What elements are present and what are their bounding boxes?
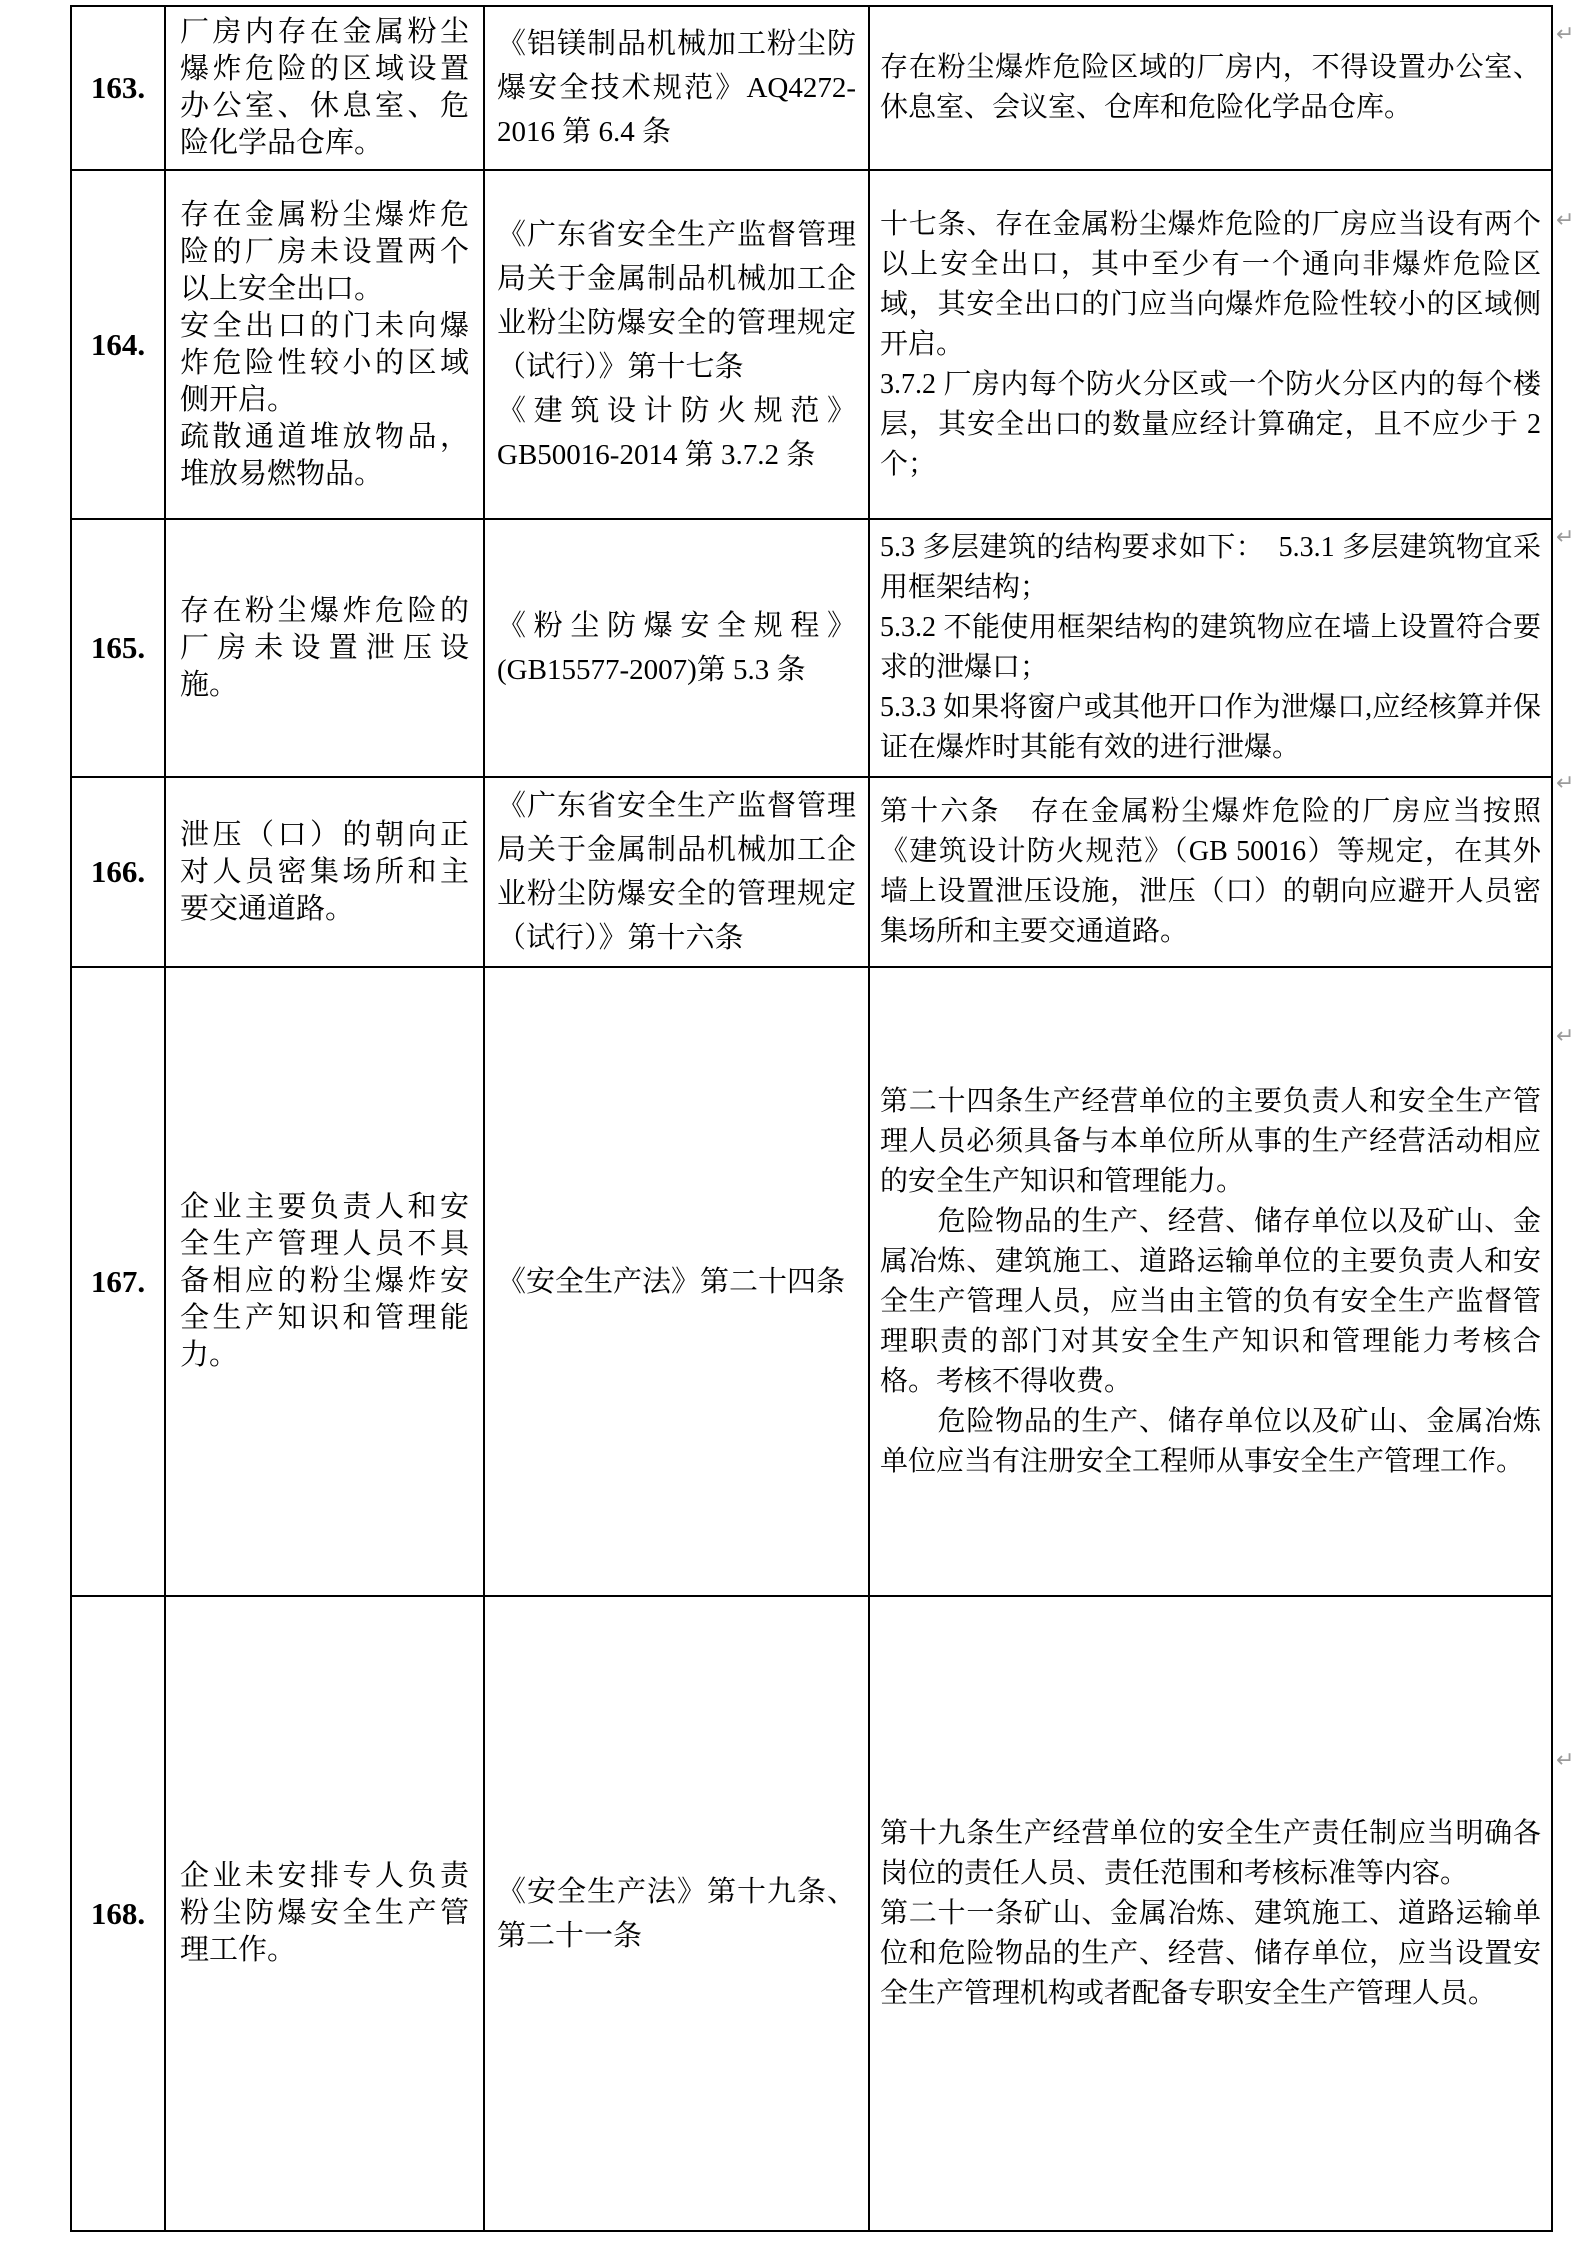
detail-paragraph: 3.7.2 厂房内每个防火分区或一个防火分区内的每个楼层，其安全出口的数量应经计算确定，且不应少于 2 个； (880, 368, 1541, 480)
paragraph-mark-icon: ↵ (1556, 771, 1575, 796)
basis-paragraph: 《建筑设计防火规范》GB50016-2014 第 3.7.2 条 (497, 394, 856, 471)
paragraph-mark-icon: ↵ (1556, 525, 1575, 550)
detail-paragraph: 危险物品的生产、储存单位以及矿山、金属冶炼单位应当有注册安全工程师从事安全生产管理工作。 (880, 1405, 1541, 1477)
table-row (71, 777, 1552, 967)
issue-cell (165, 170, 484, 519)
row-number-cell (71, 967, 165, 1596)
detail-cell (869, 519, 1552, 777)
issue-paragraph: 企业未安排专人负责粉尘防爆安全生产管理工作。 (180, 1860, 469, 1966)
issue-paragraph: 存在粉尘爆炸危险的厂房未设置泄压设施。 (180, 594, 469, 701)
basis-paragraph: 《安全生产法》第二十四条 (497, 1265, 846, 1298)
basis-paragraph: 《铝镁制品机械加工粉尘防爆安全技术规范》AQ4272-2016 第 6.4 条 (497, 28, 856, 148)
paragraph-mark-icon: ↵ (1556, 22, 1575, 47)
basis-paragraph: 《广东省安全生产监督管理局关于金属制品机械加工企业粉尘防爆安全的管理规定（试行）》第十六条 (497, 790, 856, 954)
issue-cell (165, 6, 484, 170)
issue-cell (165, 519, 484, 777)
basis-paragraph: 《粉尘防爆安全规程》(GB15577-2007)第 5.3 条 (497, 610, 856, 686)
detail-paragraph: 危险物品的生产、经营、储存单位以及矿山、金属冶炼、建筑施工、道路运输单位的主要负责人和安全生产管理人员，应当由主管的负有安全生产监督管理职责的部门对其安全生产知识和管理能力考核合格。考核不得收费。 (880, 1205, 1541, 1397)
detail-paragraph: 第十九条生产经营单位的安全生产责任制应当明确各岗位的责任人员、责任范围和考核标准等内容。 (880, 1817, 1541, 1889)
detail-cell (869, 1596, 1552, 2231)
row-number: 168. (90, 1895, 146, 1931)
issue-cell (165, 1596, 484, 2231)
detail-paragraph: 第二十四条生产经营单位的主要负责人和安全生产管理人员必须具备与本单位所从事的生产经营活动相应的安全生产知识和管理能力。 (880, 1085, 1541, 1197)
detail-paragraph: 第十六条 存在金属粉尘爆炸危险的厂房应当按照《建筑设计防火规范》（GB 50016）等规定，在其外墙上设置泄压设施，泄压（口）的朝向应避开人员密集场所和主要交通道路。 (880, 796, 1541, 947)
row-number-cell (71, 170, 165, 519)
detail-paragraph: 5.3 多层建筑的结构要求如下： 5.3.1 多层建筑物宜采用框架结构； (880, 532, 1541, 603)
basis-cell (484, 170, 869, 519)
basis-cell (484, 1596, 869, 2231)
regulation-table (70, 5, 1553, 2232)
paragraph-mark-icon: ↵ (1556, 1024, 1575, 1049)
detail-paragraph: 第二十一条矿山、金属冶炼、建筑施工、道路运输单位和危险物品的生产、经营、储存单位，应当设置安全生产管理机构或者配备专职安全生产管理人员。 (880, 1897, 1541, 2009)
issue-cell (165, 967, 484, 1596)
issue-paragraph: 厂房内存在金属粉尘爆炸危险的区域设置办公室、休息室、危险化学品仓库。 (180, 16, 469, 159)
issue-paragraph: 安全出口的门未向爆炸危险性较小的区域侧开启。 (180, 309, 469, 416)
issue-paragraph: 疏散通道堆放物品，堆放易燃物品。 (180, 420, 469, 490)
detail-cell (869, 777, 1552, 967)
issue-paragraph: 存在金属粉尘爆炸危险的厂房未设置两个以上安全出口。 (180, 198, 469, 305)
issue-cell (165, 777, 484, 967)
basis-paragraph: 《安全生产法》第十九条、第二十一条 (497, 1875, 856, 1952)
detail-paragraph: 十七条、存在金属粉尘爆炸危险的厂房应当设有两个以上安全出口，其中至少有一个通向非爆炸危险区域，其安全出口的门应当向爆炸危险性较小的区域侧开启。 (880, 208, 1541, 360)
row-number: 166. (90, 854, 146, 889)
table-row (71, 170, 1552, 519)
table-row (71, 1596, 1552, 2231)
detail-cell (869, 6, 1552, 170)
detail-paragraph: 5.3.3 如果将窗户或其他开口作为泄爆口,应经核算并保证在爆炸时其能有效的进行泄爆。 (880, 692, 1541, 763)
detail-paragraph: 5.3.2 不能使用框架结构的建筑物应在墙上设置符合要求的泄爆口； (880, 612, 1541, 683)
row-number-cell (71, 519, 165, 777)
detail-cell (869, 170, 1552, 519)
paragraph-mark-icon: ↵ (1556, 208, 1575, 233)
basis-cell (484, 777, 869, 967)
row-number: 167. (90, 1263, 146, 1299)
paragraph-mark-icon: ↵ (1556, 1748, 1575, 1773)
basis-cell (484, 6, 869, 170)
issue-paragraph: 企业主要负责人和安全生产管理人员不具备相应的粉尘爆炸安全生产知识和管理能力。 (180, 1191, 469, 1371)
table-row (71, 6, 1552, 170)
row-number-cell (71, 6, 165, 170)
row-number: 164. (90, 326, 146, 362)
basis-cell (484, 967, 869, 1596)
row-number-cell (71, 1596, 165, 2231)
row-number: 165. (90, 630, 146, 665)
table-row (71, 519, 1552, 777)
issue-paragraph: 泄压（口）的朝向正对人员密集场所和主要交通道路。 (180, 818, 469, 925)
detail-cell (869, 967, 1552, 1596)
table-row (71, 967, 1552, 1596)
row-number-cell (71, 777, 165, 967)
basis-paragraph: 《广东省安全生产监督管理局关于金属制品机械加工企业粉尘防爆安全的管理规定（试行）》第十七条 (497, 218, 856, 383)
detail-paragraph: 存在粉尘爆炸危险区域的厂房内，不得设置办公室、休息室、会议室、仓库和危险化学品仓库。 (880, 52, 1541, 123)
basis-cell (484, 519, 869, 777)
row-number: 163. (90, 70, 146, 105)
